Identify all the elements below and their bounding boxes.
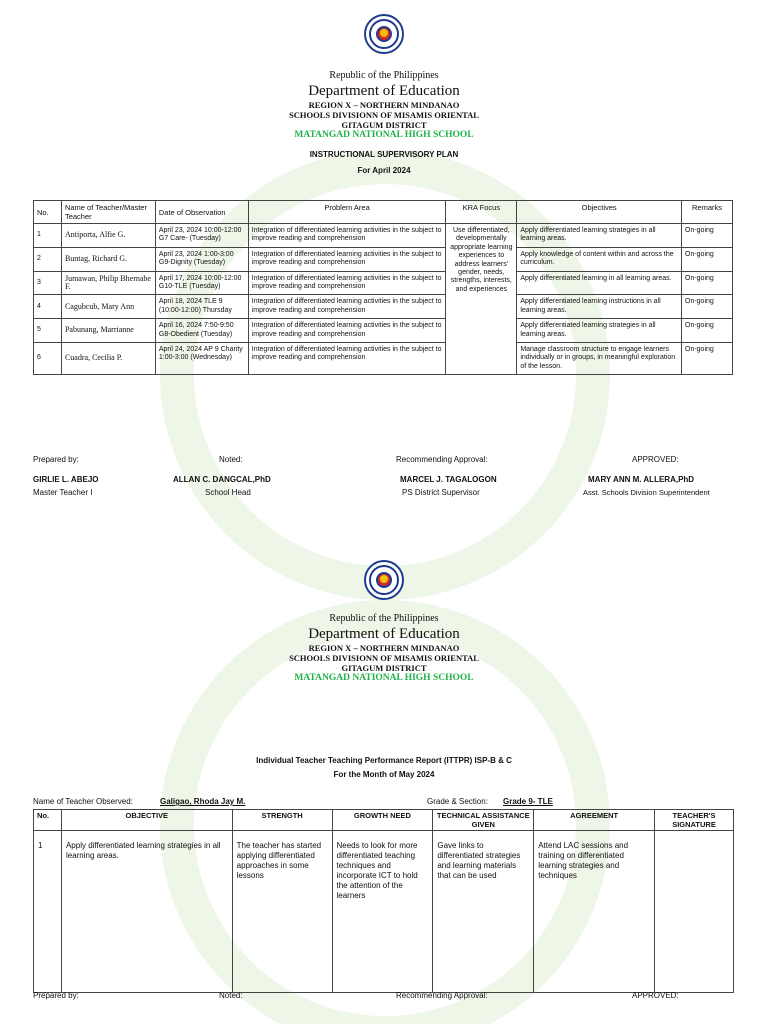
region-line: REGION X – NORTHERN MINDANAO: [308, 643, 460, 653]
row-date: April 17, 2024 10:00-12:00 G10-TLE (Tuesday): [155, 271, 248, 295]
row-no: 2: [34, 247, 62, 271]
department-line: Department of Education: [308, 83, 460, 99]
supervisory-plan-table: [33, 200, 733, 375]
col-header-problem: Problem Area: [248, 201, 446, 224]
row-remarks: On-going: [682, 247, 733, 271]
deped-seal-logo: [364, 560, 404, 600]
row-date: April 24, 2024 AP 9 Charity 1:00-3:00 (Wednesday): [155, 343, 248, 375]
school-name: MATANGAD NATIONAL HIGH SCHOOL: [294, 130, 474, 140]
table-header-row: [34, 201, 733, 224]
district-line: GITAGUM DISTRICT: [341, 663, 427, 673]
row-problem: Integration of differentiated learning activities in the subject to improve reading and comprehension: [248, 319, 446, 343]
col-header-date: Date of Observation: [155, 201, 248, 224]
prepared-name: GIRLIE L. ABEJO: [33, 475, 99, 484]
page2-header: [0, 613, 768, 683]
deped-seal-logo: [364, 14, 404, 54]
noted-name: ALLAN C. DANGCAL,PhD: [173, 475, 271, 484]
row-no: 6: [34, 343, 62, 375]
row-objective: Manage classroom structure to engage learners individually or in groups, in meaningful exploration of the lesson.: [517, 343, 682, 375]
page1-header: [0, 70, 768, 175]
region-line: REGION X – NORTHERN MINDANAO: [308, 100, 460, 110]
col-header-no: No.: [34, 201, 62, 224]
col-header-remarks: Remarks: [682, 201, 733, 224]
row-problem: Integration of differentiated learning activities in the subject to improve reading and comprehension: [248, 343, 446, 375]
grade-section-value: Grade 9- TLE: [503, 797, 553, 806]
teacher-observed-label: Name of Teacher Observed:: [33, 797, 133, 806]
col-header-teacher-signature: TEACHER'S SIGNATURE: [655, 810, 734, 831]
row-no: 3: [34, 271, 62, 295]
row-no: 1: [34, 224, 62, 248]
row-teacher: Antiporta, Alfie G.: [61, 224, 155, 248]
school-name: MATANGAD NATIONAL HIGH SCHOOL: [294, 673, 474, 683]
kra-focus-cell: Use differentiated, developmentally appropriate learning experiences to address learners' gender, needs, strengths, interests, and experiences: [446, 224, 517, 375]
row-teacher: Cagubcub, Mary Ann: [61, 295, 155, 319]
row-remarks: On-going: [682, 319, 733, 343]
table-row: [34, 271, 733, 295]
approved-name: MARY ANN M. ALLERA,PhD: [588, 475, 695, 484]
district-line: GITAGUM DISTRICT: [341, 120, 427, 130]
row-strength: The teacher has started applying differentiated approaches in some lessons: [232, 831, 332, 993]
row-teacher: Jumawan, Philip Bhernabe F.: [61, 271, 155, 295]
row-objective: Apply differentiated learning strategies in all learning areas.: [61, 831, 232, 993]
col-header-kra: KRA Focus: [446, 201, 517, 224]
table-row: [34, 295, 733, 319]
col-header-agreement: AGREEMENT: [534, 810, 655, 831]
row-date: April 23, 2024 1:00-3:00 G9-Dignity (Tuesday): [155, 247, 248, 271]
row-no: 5: [34, 319, 62, 343]
row-date: April 18, 2024 TLE 9 (10:00-12:00) Thursday: [155, 295, 248, 319]
row-technical-assistance: Gave links to differentiated strategies and learning materials that can be used: [433, 831, 534, 993]
approved-label: APPROVED:: [632, 455, 679, 464]
col-header-objectives: Objectives: [517, 201, 682, 224]
row-date: April 23, 2024 10:00-12:00 G7 Care- (Tuesday): [155, 224, 248, 248]
recommending-label: Recommending Approval:: [396, 455, 488, 464]
row-objective: Apply differentiated learning instructions in all learning areas.: [517, 295, 682, 319]
table-row: [34, 247, 733, 271]
noted-title: School Head: [205, 488, 251, 497]
col-header-no: No.: [34, 810, 62, 831]
approved-label: APPROVED:: [632, 991, 679, 1000]
department-line: Department of Education: [308, 626, 460, 642]
plan-title: INSTRUCTIONAL SUPERVISORY PLAN: [309, 150, 459, 159]
republic-line: Republic of the Philippines: [329, 70, 439, 81]
approved-title: Asst. Schools Division Superintendent: [583, 488, 710, 497]
table-row: [34, 831, 734, 993]
table-row: [34, 224, 733, 248]
row-remarks: On-going: [682, 271, 733, 295]
row-objective: Apply differentiated learning in all learning areas.: [517, 271, 682, 295]
row-objective: Apply differentiated learning strategies in all learning areas.: [517, 224, 682, 248]
recommending-name: MARCEL J. TAGALOGON: [400, 475, 497, 484]
prepared-by-label: Prepared by:: [33, 991, 79, 1000]
ittpr-table: [33, 809, 734, 993]
republic-line: Republic of the Philippines: [329, 613, 439, 624]
row-teacher: Pabunang, Marrianne: [61, 319, 155, 343]
recommending-label: Recommending Approval:: [396, 991, 488, 1000]
division-line: SCHOOLS DIVISIONN OF MISAMIS ORIENTAL: [289, 110, 479, 120]
report-subtitle: For the Month of May 2024: [333, 770, 435, 779]
row-problem: Integration of differentiated learning activities in the subject to improve reading and comprehension: [248, 295, 446, 319]
row-objective: Apply knowledge of content within and across the curriculum.: [517, 247, 682, 271]
row-remarks: On-going: [682, 224, 733, 248]
row-remarks: On-going: [682, 295, 733, 319]
row-agreement: Attend LAC sessions and training on differentiated learning strategies and techniques: [534, 831, 655, 993]
row-growth-need: Needs to look for more differentiated teaching techniques and incorporate ICT to hold the attention of the learners: [332, 831, 433, 993]
col-header-technical-assistance: TECHNICAL ASSISTANCE GIVEN: [433, 810, 534, 831]
table-row: [34, 343, 733, 375]
report-title: Individual Teacher Teaching Performance Report (ITTPR) ISP-B & C: [256, 756, 512, 765]
prepared-by-label: Prepared by:: [33, 455, 79, 464]
table-row: [34, 319, 733, 343]
division-line: SCHOOLS DIVISIONN OF MISAMIS ORIENTAL: [289, 653, 479, 663]
col-header-objective: OBJECTIVE: [61, 810, 232, 831]
row-objective: Apply differentiated learning strategies in all learning areas.: [517, 319, 682, 343]
row-problem: Integration of differentiated learning activities in the subject to improve reading and comprehension: [248, 271, 446, 295]
report-title-block: [0, 756, 768, 779]
col-header-growth-need: GROWTH NEED: [332, 810, 433, 831]
table-header-row: [34, 810, 734, 831]
row-no: 4: [34, 295, 62, 319]
row-teacher: Cuadra, Cecilia P.: [61, 343, 155, 375]
grade-section-label: Grade & Section:: [427, 797, 488, 806]
plan-subtitle: For April 2024: [357, 166, 411, 175]
row-teacher-signature[interactable]: [655, 831, 734, 993]
col-header-strength: STRENGTH: [232, 810, 332, 831]
prepared-title: Master Teacher I: [33, 488, 93, 497]
col-header-name: Name of Teacher/Master Teacher: [61, 201, 155, 224]
row-date: April 16, 2024 7:50-9:50 G8-Obedient (Tuesday): [155, 319, 248, 343]
teacher-observed-name: Galigao, Rhoda Jay M.: [160, 797, 246, 806]
row-remarks: On-going: [682, 343, 733, 375]
row-problem: Integration of differentiated learning activities in the subject to improve reading and comprehension: [248, 224, 446, 248]
row-no: 1: [34, 831, 62, 993]
recommending-title: PS District Supervisor: [402, 488, 480, 497]
noted-label: Noted:: [219, 455, 243, 464]
noted-label: Noted:: [219, 991, 243, 1000]
row-teacher: Buntag, Richard G.: [61, 247, 155, 271]
row-problem: Integration of differentiated learning activities in the subject to improve reading and comprehension: [248, 247, 446, 271]
